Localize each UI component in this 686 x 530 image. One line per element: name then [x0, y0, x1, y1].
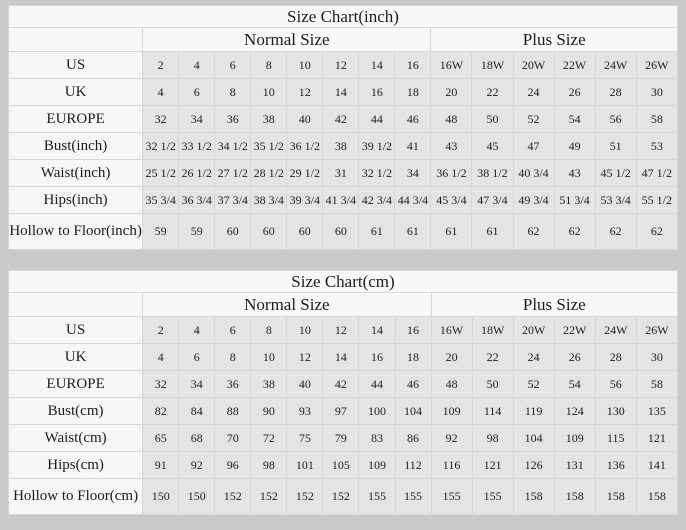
size-cell: 45 3/4 [431, 187, 472, 214]
size-cell: 12 [287, 79, 323, 106]
size-cell: 10 [251, 79, 287, 106]
size-cell: 98 [251, 452, 287, 479]
size-cell: 114 [472, 398, 513, 425]
size-cell: 130 [595, 398, 636, 425]
size-cell: 28 [595, 79, 636, 106]
size-cell: 24 [513, 344, 554, 371]
size-cell: 150 [143, 479, 179, 515]
size-cell: 26 [554, 344, 595, 371]
size-cell: 83 [359, 425, 395, 452]
row-label-waist-cm: Waist(cm) [9, 425, 143, 452]
size-cell: 116 [431, 452, 472, 479]
size-cell: 155 [431, 479, 472, 515]
size-cell: 40 3/4 [513, 160, 554, 187]
size-cell: 84 [179, 398, 215, 425]
size-cell: 10 [287, 52, 323, 79]
size-cell: 8 [251, 52, 287, 79]
size-cell: 58 [636, 371, 677, 398]
row-label-europe: EUROPE [9, 106, 143, 133]
size-cell: 35 3/4 [143, 187, 179, 214]
size-cell: 20 [431, 344, 472, 371]
size-cell: 131 [554, 452, 595, 479]
size-cell: 37 3/4 [215, 187, 251, 214]
size-cell: 52 [513, 371, 554, 398]
size-cell: 49 [554, 133, 595, 160]
size-cell: 44 3/4 [395, 187, 431, 214]
size-cell: 2 [143, 317, 179, 344]
size-cell: 24W [595, 52, 636, 79]
size-cell: 141 [636, 452, 677, 479]
size-cell: 115 [595, 425, 636, 452]
size-cell: 59 [179, 214, 215, 250]
size-cell: 62 [595, 214, 636, 250]
size-cell: 38 3/4 [251, 187, 287, 214]
size-cell: 6 [179, 344, 215, 371]
size-cell: 43 [554, 160, 595, 187]
size-cell: 152 [251, 479, 287, 515]
size-cell: 47 [513, 133, 554, 160]
group-header-row [9, 28, 678, 52]
size-cell: 155 [359, 479, 395, 515]
table-row [9, 317, 678, 344]
plus-size-header: Plus Size [431, 28, 678, 52]
size-cell: 50 [472, 106, 513, 133]
size-cell: 32 1/2 [359, 160, 395, 187]
size-cell: 51 3/4 [554, 187, 595, 214]
size-cell: 20W [513, 52, 554, 79]
table-row [9, 133, 678, 160]
size-cell: 18W [472, 52, 513, 79]
size-cell: 38 [323, 133, 359, 160]
row-label-us: US [9, 317, 143, 344]
table-row [9, 160, 678, 187]
size-cell: 150 [179, 479, 215, 515]
size-cell: 58 [636, 106, 677, 133]
size-cell: 36 3/4 [179, 187, 215, 214]
size-cell: 24W [595, 317, 636, 344]
size-cell: 4 [143, 344, 179, 371]
size-cell: 27 1/2 [215, 160, 251, 187]
size-cell: 96 [215, 452, 251, 479]
row-label-uk: UK [9, 79, 143, 106]
size-cell: 91 [143, 452, 179, 479]
table-row [9, 214, 678, 250]
size-cell: 56 [595, 371, 636, 398]
size-cell: 100 [359, 398, 395, 425]
size-cell: 6 [215, 52, 251, 79]
row-label-hollow-to-floor-inch: Hollow to Floor(inch) [9, 214, 143, 250]
size-cell: 119 [513, 398, 554, 425]
size-cell: 34 [179, 106, 215, 133]
size-cell: 61 [472, 214, 513, 250]
row-label-uk: UK [9, 344, 143, 371]
size-cell: 16 [395, 52, 431, 79]
size-cell: 26 [554, 79, 595, 106]
size-cell: 155 [395, 479, 431, 515]
corner-cell [9, 293, 143, 317]
row-label-hollow-to-floor-cm: Hollow to Floor(cm) [9, 479, 143, 515]
size-cell: 46 [395, 106, 431, 133]
size-cell: 39 3/4 [287, 187, 323, 214]
size-cell: 92 [179, 452, 215, 479]
size-cell: 158 [554, 479, 595, 515]
size-cell: 22W [554, 317, 595, 344]
size-cell: 101 [287, 452, 323, 479]
size-cell: 33 1/2 [179, 133, 215, 160]
row-label-bust-inch: Bust(inch) [9, 133, 143, 160]
size-cell: 14 [323, 344, 359, 371]
size-cell: 14 [359, 52, 395, 79]
size-cell: 152 [323, 479, 359, 515]
size-cell: 88 [215, 398, 251, 425]
size-cell: 59 [143, 214, 179, 250]
size-cell: 30 [636, 79, 677, 106]
size-cell: 126 [513, 452, 554, 479]
size-cell: 16 [395, 317, 431, 344]
size-cell: 48 [431, 371, 472, 398]
table-row [9, 479, 678, 515]
size-cell: 60 [323, 214, 359, 250]
chart-title-row [9, 6, 678, 28]
size-cell: 28 [595, 344, 636, 371]
size-cell: 155 [472, 479, 513, 515]
size-cell: 32 [143, 371, 179, 398]
size-cell: 136 [595, 452, 636, 479]
size-cell: 24 [513, 79, 554, 106]
size-cell: 28 1/2 [251, 160, 287, 187]
size-cell: 8 [215, 344, 251, 371]
size-cell: 36 [215, 106, 251, 133]
size-cell: 42 [323, 371, 359, 398]
size-cell: 46 [395, 371, 431, 398]
size-cell: 79 [323, 425, 359, 452]
size-cell: 47 1/2 [636, 160, 677, 187]
row-label-us: US [9, 52, 143, 79]
size-cell: 22 [472, 344, 513, 371]
size-cell: 152 [287, 479, 323, 515]
size-cell: 18W [472, 317, 513, 344]
table-row [9, 79, 678, 106]
size-cell: 22W [554, 52, 595, 79]
group-header-row [9, 293, 678, 317]
size-cell: 52 [513, 106, 554, 133]
size-cell: 62 [636, 214, 677, 250]
size-cell: 44 [359, 106, 395, 133]
size-cell: 16W [431, 317, 472, 344]
size-cell: 97 [323, 398, 359, 425]
size-cell: 26W [636, 317, 677, 344]
size-cell: 124 [554, 398, 595, 425]
size-cell: 36 [215, 371, 251, 398]
size-cell: 41 3/4 [323, 187, 359, 214]
size-chart-inch-table [8, 5, 678, 250]
size-cell: 48 [431, 106, 472, 133]
size-cell: 39 1/2 [359, 133, 395, 160]
size-cell: 54 [554, 371, 595, 398]
size-cell: 32 1/2 [143, 133, 179, 160]
size-cell: 90 [251, 398, 287, 425]
size-cell: 104 [513, 425, 554, 452]
size-cell: 29 1/2 [287, 160, 323, 187]
table-row [9, 106, 678, 133]
normal-size-header: Normal Size [143, 293, 431, 317]
size-cell: 20W [513, 317, 554, 344]
table-row [9, 371, 678, 398]
table-row [9, 425, 678, 452]
size-cell: 35 1/2 [251, 133, 287, 160]
size-cell: 6 [179, 79, 215, 106]
row-label-europe: EUROPE [9, 371, 143, 398]
size-cell: 152 [215, 479, 251, 515]
size-cell: 8 [251, 317, 287, 344]
size-cell: 34 [179, 371, 215, 398]
size-cell: 61 [359, 214, 395, 250]
size-cell: 60 [215, 214, 251, 250]
size-cell: 4 [143, 79, 179, 106]
size-cell: 45 [472, 133, 513, 160]
size-cell: 34 1/2 [215, 133, 251, 160]
size-cell: 8 [215, 79, 251, 106]
size-cell: 121 [472, 452, 513, 479]
table-row [9, 187, 678, 214]
size-cell: 22 [472, 79, 513, 106]
size-cell: 36 1/2 [431, 160, 472, 187]
size-cell: 47 3/4 [472, 187, 513, 214]
normal-size-header: Normal Size [143, 28, 431, 52]
size-cell: 104 [395, 398, 431, 425]
row-label-waist-inch: Waist(inch) [9, 160, 143, 187]
size-cell: 42 3/4 [359, 187, 395, 214]
table-row [9, 52, 678, 79]
size-cell: 158 [636, 479, 677, 515]
size-cell: 14 [323, 79, 359, 106]
row-label-bust-cm: Bust(cm) [9, 398, 143, 425]
size-cell: 109 [359, 452, 395, 479]
size-cell: 4 [179, 317, 215, 344]
size-cell: 86 [395, 425, 431, 452]
size-cell: 16W [431, 52, 472, 79]
row-label-hips-cm: Hips(cm) [9, 452, 143, 479]
size-cell: 82 [143, 398, 179, 425]
size-cell: 54 [554, 106, 595, 133]
size-cell: 26W [636, 52, 677, 79]
size-cell: 65 [143, 425, 179, 452]
size-cell: 14 [359, 317, 395, 344]
size-cell: 18 [395, 344, 431, 371]
size-cell: 72 [251, 425, 287, 452]
size-cell: 45 1/2 [595, 160, 636, 187]
table-row [9, 452, 678, 479]
size-cell: 75 [287, 425, 323, 452]
row-label-hips-inch: Hips(inch) [9, 187, 143, 214]
size-cell: 61 [431, 214, 472, 250]
size-cell: 92 [431, 425, 472, 452]
table-row [9, 398, 678, 425]
size-cell: 60 [251, 214, 287, 250]
size-cell: 158 [595, 479, 636, 515]
size-cell: 61 [395, 214, 431, 250]
size-cell: 4 [179, 52, 215, 79]
size-cell: 70 [215, 425, 251, 452]
size-cell: 62 [513, 214, 554, 250]
size-cell: 60 [287, 214, 323, 250]
size-cell: 12 [323, 52, 359, 79]
size-cell: 20 [431, 79, 472, 106]
size-cell: 56 [595, 106, 636, 133]
size-cell: 16 [359, 79, 395, 106]
size-chart-cm-table [8, 270, 678, 515]
size-cell: 38 [251, 106, 287, 133]
size-cell: 121 [636, 425, 677, 452]
size-cell: 109 [554, 425, 595, 452]
size-cell: 10 [287, 317, 323, 344]
chart-title: Size Chart(inch) [9, 6, 678, 28]
size-cell: 53 [636, 133, 677, 160]
table-row [9, 344, 678, 371]
size-cell: 18 [395, 79, 431, 106]
size-cell: 53 3/4 [595, 187, 636, 214]
size-cell: 38 [251, 371, 287, 398]
size-cell: 41 [395, 133, 431, 160]
size-cell: 34 [395, 160, 431, 187]
chart-title: Size Chart(cm) [9, 271, 678, 293]
size-cell: 158 [513, 479, 554, 515]
size-cell: 43 [431, 133, 472, 160]
size-cell: 6 [215, 317, 251, 344]
size-cell: 10 [251, 344, 287, 371]
plus-size-header: Plus Size [431, 293, 677, 317]
size-cell: 49 3/4 [513, 187, 554, 214]
size-cell: 42 [323, 106, 359, 133]
size-cell: 51 [595, 133, 636, 160]
size-cell: 26 1/2 [179, 160, 215, 187]
size-cell: 105 [323, 452, 359, 479]
size-cell: 62 [554, 214, 595, 250]
size-cell: 44 [359, 371, 395, 398]
size-cell: 98 [472, 425, 513, 452]
size-cell: 38 1/2 [472, 160, 513, 187]
size-cell: 50 [472, 371, 513, 398]
size-cell: 31 [323, 160, 359, 187]
size-cell: 109 [431, 398, 472, 425]
corner-cell [9, 28, 143, 52]
size-cell: 40 [287, 106, 323, 133]
size-cell: 32 [143, 106, 179, 133]
size-cell: 93 [287, 398, 323, 425]
size-cell: 36 1/2 [287, 133, 323, 160]
size-cell: 25 1/2 [143, 160, 179, 187]
size-cell: 30 [636, 344, 677, 371]
size-cell: 135 [636, 398, 677, 425]
size-cell: 12 [323, 317, 359, 344]
size-cell: 40 [287, 371, 323, 398]
size-cell: 12 [287, 344, 323, 371]
size-cell: 55 1/2 [636, 187, 677, 214]
size-cell: 68 [179, 425, 215, 452]
size-cell: 2 [143, 52, 179, 79]
size-cell: 112 [395, 452, 431, 479]
chart-title-row [9, 271, 678, 293]
size-cell: 16 [359, 344, 395, 371]
